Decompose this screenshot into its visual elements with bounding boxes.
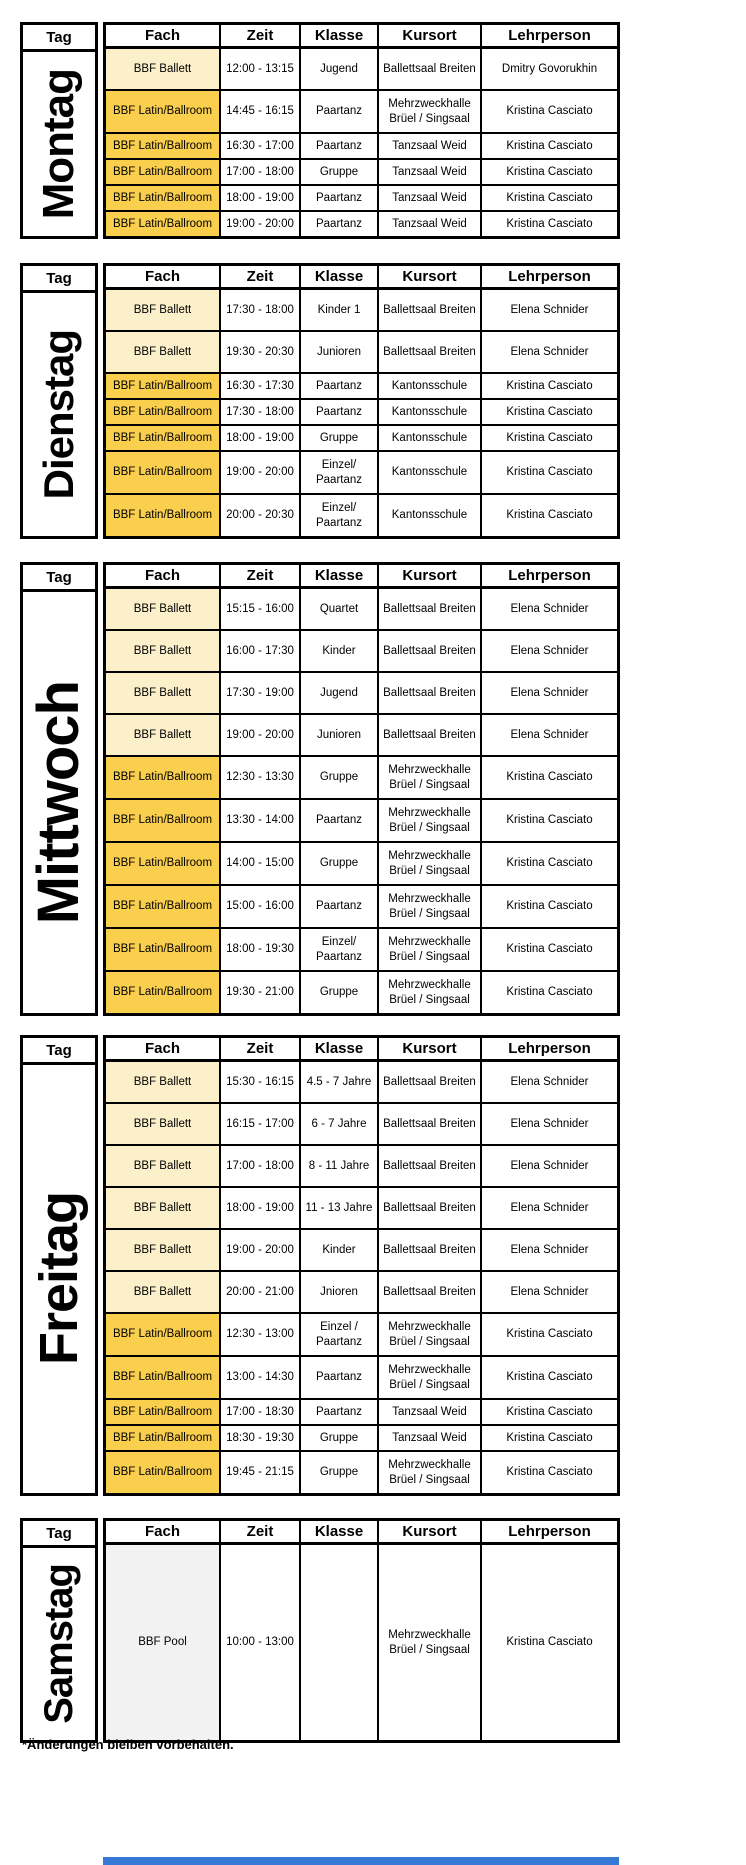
kursort-cell: Mehrzweckhalle Brüel / Singsaal (379, 972, 482, 1013)
table-row (106, 186, 617, 212)
klasse-cell: Junioren (301, 715, 379, 755)
fach-cell: BBF Latin/Ballroom (106, 843, 221, 884)
column-header-klasse: Klasse (301, 25, 379, 46)
klasse-cell: Kinder 1 (301, 290, 379, 330)
lehrperson-cell: Elena Schnider (510, 303, 589, 316)
klasse-cell: Gruppe (301, 972, 379, 1013)
kursort-cell: Mehrzweckhalle Brüel / Singsaal (379, 1357, 482, 1398)
fach-cell: BBF Latin/Ballroom (106, 400, 221, 424)
kursort-cell: Mehrzweckhalle Brüel / Singsaal (379, 843, 482, 884)
zeit-cell: 19:00 - 20:00 (221, 715, 301, 755)
table-row (106, 972, 617, 1013)
zeit-cell: 15:30 - 16:15 (221, 1062, 301, 1102)
kursort-cell: Kantonsschule (379, 452, 482, 493)
fach-cell: BBF Ballett (106, 290, 221, 330)
fach-cell: BBF Ballett (106, 49, 221, 89)
fach-cell: BBF Latin/Ballroom (106, 757, 221, 798)
klasse-cell: Gruppe (301, 757, 379, 798)
kursort-cell: Ballettsaal Breiten (379, 631, 482, 671)
column-header-klasse: Klasse (301, 565, 379, 586)
table-row (106, 1188, 617, 1230)
footnote-text: *Änderungen bleiben vorbehalten. (22, 1737, 234, 1752)
body-rows (103, 1545, 620, 1743)
table-row (106, 929, 617, 972)
day-label: Samstag (37, 1564, 81, 1724)
klasse-cell: Paartanz (301, 212, 379, 236)
fach-cell: BBF Latin/Ballroom (106, 212, 221, 236)
table-row (106, 631, 617, 673)
table-row (106, 332, 617, 374)
lehrperson-cell: Elena Schnider (510, 345, 589, 358)
main-columns-mittwoch (103, 562, 620, 1016)
column-header-zeit: Zeit (221, 1521, 301, 1542)
zeit-cell: 17:30 - 18:00 (221, 400, 301, 424)
zeit-cell: 13:30 - 14:00 (221, 800, 301, 841)
kursort-cell: Ballettsaal Breiten (379, 49, 482, 89)
kursort-cell: Kantonsschule (379, 426, 482, 450)
column-header-lehrperson: Lehrperson (508, 268, 591, 285)
fach-cell: BBF Latin/Ballroom (106, 160, 221, 184)
table-row (106, 91, 617, 134)
column-header-tag: Tag (23, 1521, 95, 1548)
column-header-fach: Fach (106, 25, 221, 46)
lehrperson-cell: Kristina Casciato (506, 431, 593, 444)
table-row (106, 1230, 617, 1272)
klasse-cell: Paartanz (301, 186, 379, 210)
kursort-cell: Ballettsaal Breiten (379, 589, 482, 629)
kursort-cell: Mehrzweckhalle Brüel / Singsaal (379, 929, 482, 970)
header-row (103, 22, 620, 49)
zeit-cell: 17:00 - 18:00 (221, 1146, 301, 1186)
klasse-cell: Paartanz (301, 134, 379, 158)
lehrperson-cell: Kristina Casciato (506, 509, 593, 522)
column-header-tag: Tag (23, 1038, 95, 1065)
table-row (106, 1104, 617, 1146)
lehrperson-cell: Elena Schnider (510, 1117, 589, 1130)
column-header-tag: Tag (23, 25, 95, 52)
klasse-cell: Gruppe (301, 426, 379, 450)
klasse-cell (301, 1545, 379, 1740)
day-label-box (23, 52, 95, 236)
column-header-fach: Fach (106, 1038, 221, 1059)
lehrperson-cell: Elena Schnider (510, 1075, 589, 1088)
table-row (106, 495, 617, 536)
fach-cell: BBF Latin/Ballroom (106, 800, 221, 841)
zeit-cell: 18:30 - 19:30 (221, 1426, 301, 1450)
column-header-kursort: Kursort (379, 1521, 482, 1542)
column-header-lehrperson: Lehrperson (508, 27, 591, 44)
table-row (106, 290, 617, 332)
zeit-cell: 20:00 - 20:30 (221, 495, 301, 536)
fach-cell: BBF Latin/Ballroom (106, 972, 221, 1013)
cut-off-next-table-bar (103, 1857, 619, 1865)
main-columns-freitag (103, 1035, 620, 1496)
zeit-cell: 10:00 - 13:00 (221, 1545, 301, 1740)
lehrperson-cell: Elena Schnider (510, 728, 589, 741)
table-row (106, 134, 617, 160)
zeit-cell: 17:00 - 18:00 (221, 160, 301, 184)
kursort-cell: Tanzsaal Weid (379, 160, 482, 184)
klasse-cell: Paartanz (301, 1357, 379, 1398)
table-row (106, 49, 617, 91)
fach-cell: BBF Ballett (106, 715, 221, 755)
fach-cell: BBF Ballett (106, 673, 221, 713)
lehrperson-cell: Dmitry Govorukhin (501, 62, 598, 75)
column-header-fach: Fach (106, 1521, 221, 1542)
lehrperson-cell: Elena Schnider (510, 1243, 589, 1256)
column-header-lehrperson: Lehrperson (508, 567, 591, 584)
lehrperson-cell: Elena Schnider (510, 602, 589, 615)
fach-cell: BBF Pool (106, 1545, 221, 1740)
table-row (106, 1545, 617, 1740)
zeit-cell: 18:00 - 19:00 (221, 186, 301, 210)
column-header-zeit: Zeit (221, 25, 301, 46)
header-row (103, 562, 620, 589)
table-row (106, 1452, 617, 1493)
lehrperson-cell: Kristina Casciato (506, 1636, 593, 1649)
fach-cell: BBF Latin/Ballroom (106, 452, 221, 493)
column-header-klasse: Klasse (301, 1038, 379, 1059)
day-label-box (23, 1065, 95, 1493)
fach-cell: BBF Latin/Ballroom (106, 1400, 221, 1424)
lehrperson-cell: Kristina Casciato (506, 986, 593, 999)
klasse-cell: Einzel/ Paartanz (301, 495, 379, 536)
lehrperson-cell: Kristina Casciato (506, 771, 593, 784)
klasse-cell: Paartanz (301, 91, 379, 132)
klasse-cell: 4.5 - 7 Jahre (301, 1062, 379, 1102)
zeit-cell: 15:00 - 16:00 (221, 886, 301, 927)
fach-cell: BBF Latin/Ballroom (106, 374, 221, 398)
kursort-cell: Kantonsschule (379, 400, 482, 424)
lehrperson-cell: Kristina Casciato (506, 191, 593, 204)
zeit-cell: 12:00 - 13:15 (221, 49, 301, 89)
column-header-kursort: Kursort (379, 565, 482, 586)
klasse-cell: Jugend (301, 673, 379, 713)
klasse-cell: Gruppe (301, 843, 379, 884)
klasse-cell: Paartanz (301, 374, 379, 398)
day-label: Dienstag (35, 329, 82, 500)
fach-cell: BBF Ballett (106, 1146, 221, 1186)
kursort-cell: Ballettsaal Breiten (379, 1062, 482, 1102)
fach-cell: BBF Latin/Ballroom (106, 1452, 221, 1493)
zeit-cell: 16:30 - 17:00 (221, 134, 301, 158)
lehrperson-cell: Kristina Casciato (506, 1405, 593, 1418)
day-table-samstag (20, 1518, 620, 1743)
body-rows (103, 49, 620, 239)
fach-cell: BBF Latin/Ballroom (106, 186, 221, 210)
column-header-lehrperson: Lehrperson (508, 1523, 591, 1540)
kursort-cell: Mehrzweckhalle Brüel / Singsaal (379, 886, 482, 927)
klasse-cell: Jnioren (301, 1272, 379, 1312)
kursort-cell: Tanzsaal Weid (379, 134, 482, 158)
zeit-cell: 17:00 - 18:30 (221, 1400, 301, 1424)
table-row (106, 843, 617, 886)
lehrperson-cell: Elena Schnider (510, 1285, 589, 1298)
klasse-cell: Paartanz (301, 400, 379, 424)
kursort-cell: Ballettsaal Breiten (379, 1146, 482, 1186)
kursort-cell: Ballettsaal Breiten (379, 1104, 482, 1144)
column-header-kursort: Kursort (379, 266, 482, 287)
day-label: Freitag (29, 1192, 89, 1366)
lehrperson-cell: Kristina Casciato (506, 139, 593, 152)
table-row (106, 374, 617, 400)
table-row (106, 886, 617, 929)
zeit-cell: 16:15 - 17:00 (221, 1104, 301, 1144)
column-header-fach: Fach (106, 266, 221, 287)
klasse-cell: Einzel/ Paartanz (301, 929, 379, 970)
main-columns-montag (103, 22, 620, 239)
fach-cell: BBF Latin/Ballroom (106, 1426, 221, 1450)
kursort-cell: Tanzsaal Weid (379, 186, 482, 210)
fach-cell: BBF Ballett (106, 332, 221, 372)
table-row (106, 212, 617, 236)
lehrperson-cell: Kristina Casciato (506, 105, 593, 118)
kursort-cell: Ballettsaal Breiten (379, 332, 482, 372)
lehrperson-cell: Kristina Casciato (506, 1328, 593, 1341)
kursort-cell: Ballettsaal Breiten (379, 1230, 482, 1270)
column-header-tag: Tag (23, 266, 95, 293)
klasse-cell: Gruppe (301, 160, 379, 184)
zeit-cell: 19:00 - 20:00 (221, 212, 301, 236)
table-row (106, 757, 617, 800)
lehrperson-cell: Kristina Casciato (506, 814, 593, 827)
lehrperson-cell: Kristina Casciato (506, 943, 593, 956)
fach-cell: BBF Ballett (106, 1188, 221, 1228)
lehrperson-cell: Kristina Casciato (506, 857, 593, 870)
fach-cell: BBF Latin/Ballroom (106, 886, 221, 927)
day-label: Montag (34, 68, 83, 220)
table-row (106, 673, 617, 715)
zeit-cell: 16:00 - 17:30 (221, 631, 301, 671)
fach-cell: BBF Latin/Ballroom (106, 426, 221, 450)
header-row (103, 1035, 620, 1062)
klasse-cell: Kinder (301, 1230, 379, 1270)
zeit-cell: 14:00 - 15:00 (221, 843, 301, 884)
day-table-mittwoch (20, 562, 620, 1016)
main-columns-dienstag (103, 263, 620, 539)
column-header-zeit: Zeit (221, 266, 301, 287)
column-header-klasse: Klasse (301, 1521, 379, 1542)
kursort-cell: Kantonsschule (379, 374, 482, 398)
column-header-fach: Fach (106, 565, 221, 586)
zeit-cell: 19:30 - 21:00 (221, 972, 301, 1013)
column-header-klasse: Klasse (301, 266, 379, 287)
lehrperson-cell: Kristina Casciato (506, 405, 593, 418)
lehrperson-cell: Kristina Casciato (506, 217, 593, 230)
day-label: Mittwoch (26, 680, 91, 925)
day-label-box (23, 592, 95, 1013)
lehrperson-cell: Elena Schnider (510, 1159, 589, 1172)
klasse-cell: 6 - 7 Jahre (301, 1104, 379, 1144)
zeit-cell: 19:00 - 20:00 (221, 452, 301, 493)
table-row (106, 589, 617, 631)
klasse-cell: Gruppe (301, 1426, 379, 1450)
klasse-cell: 8 - 11 Jahre (301, 1146, 379, 1186)
table-row (106, 426, 617, 452)
lehrperson-cell: Kristina Casciato (506, 165, 593, 178)
kursort-cell: Mehrzweckhalle Brüel / Singsaal (379, 91, 482, 132)
table-row (106, 800, 617, 843)
zeit-cell: 19:00 - 20:00 (221, 1230, 301, 1270)
column-header-kursort: Kursort (379, 25, 482, 46)
zeit-cell: 19:30 - 20:30 (221, 332, 301, 372)
kursort-cell: Mehrzweckhalle Brüel / Singsaal (379, 800, 482, 841)
klasse-cell: Paartanz (301, 886, 379, 927)
lehrperson-cell: Kristina Casciato (506, 379, 593, 392)
fach-cell: BBF Ballett (106, 1104, 221, 1144)
klasse-cell: Junioren (301, 332, 379, 372)
zeit-cell: 18:00 - 19:00 (221, 1188, 301, 1228)
fach-cell: BBF Latin/Ballroom (106, 495, 221, 536)
table-row (106, 400, 617, 426)
zeit-cell: 19:45 - 21:15 (221, 1452, 301, 1493)
lehrperson-cell: Kristina Casciato (506, 1371, 593, 1384)
zeit-cell: 14:45 - 16:15 (221, 91, 301, 132)
fach-cell: BBF Latin/Ballroom (106, 1357, 221, 1398)
kursort-cell: Tanzsaal Weid (379, 212, 482, 236)
kursort-cell: Tanzsaal Weid (379, 1426, 482, 1450)
tag-column-samstag (20, 1518, 98, 1743)
table-row (106, 452, 617, 495)
lehrperson-cell: Elena Schnider (510, 644, 589, 657)
zeit-cell: 15:15 - 16:00 (221, 589, 301, 629)
header-row (103, 1518, 620, 1545)
zeit-cell: 18:00 - 19:00 (221, 426, 301, 450)
day-table-freitag (20, 1035, 620, 1496)
klasse-cell: 11 - 13 Jahre (301, 1188, 379, 1228)
klasse-cell: Jugend (301, 49, 379, 89)
kursort-cell: Ballettsaal Breiten (379, 1188, 482, 1228)
zeit-cell: 16:30 - 17:30 (221, 374, 301, 398)
table-row (106, 1400, 617, 1426)
table-row (106, 1314, 617, 1357)
fach-cell: BBF Ballett (106, 589, 221, 629)
tag-column-mittwoch (20, 562, 98, 1016)
column-header-zeit: Zeit (221, 565, 301, 586)
schedule-sheet (20, 22, 620, 1743)
zeit-cell: 18:00 - 19:30 (221, 929, 301, 970)
zeit-cell: 17:30 - 18:00 (221, 290, 301, 330)
kursort-cell: Mehrzweckhalle Brüel / Singsaal (379, 1452, 482, 1493)
table-row (106, 1062, 617, 1104)
kursort-cell: Kantonsschule (379, 495, 482, 536)
fach-cell: BBF Latin/Ballroom (106, 134, 221, 158)
fach-cell: BBF Latin/Ballroom (106, 929, 221, 970)
fach-cell: BBF Ballett (106, 631, 221, 671)
kursort-cell: Ballettsaal Breiten (379, 673, 482, 713)
table-row (106, 715, 617, 757)
body-rows (103, 290, 620, 539)
kursort-cell: Mehrzweckhalle Brüel / Singsaal (379, 1545, 482, 1740)
table-row (106, 1146, 617, 1188)
tag-column-freitag (20, 1035, 98, 1496)
klasse-cell: Gruppe (301, 1452, 379, 1493)
fach-cell: BBF Ballett (106, 1272, 221, 1312)
main-columns-samstag (103, 1518, 620, 1743)
klasse-cell: Quartet (301, 589, 379, 629)
column-header-lehrperson: Lehrperson (508, 1040, 591, 1057)
kursort-cell: Tanzsaal Weid (379, 1400, 482, 1424)
column-header-kursort: Kursort (379, 1038, 482, 1059)
table-row (106, 160, 617, 186)
table-row (106, 1272, 617, 1314)
zeit-cell: 17:30 - 19:00 (221, 673, 301, 713)
lehrperson-cell: Kristina Casciato (506, 900, 593, 913)
klasse-cell: Paartanz (301, 800, 379, 841)
kursort-cell: Mehrzweckhalle Brüel / Singsaal (379, 757, 482, 798)
kursort-cell: Mehrzweckhalle Brüel / Singsaal (379, 1314, 482, 1355)
klasse-cell: Kinder (301, 631, 379, 671)
tag-column-montag (20, 22, 98, 239)
lehrperson-cell: Elena Schnider (510, 1201, 589, 1214)
table-row (106, 1426, 617, 1452)
header-row (103, 263, 620, 290)
column-header-tag: Tag (23, 565, 95, 592)
fach-cell: BBF Ballett (106, 1230, 221, 1270)
zeit-cell: 13:00 - 14:30 (221, 1357, 301, 1398)
klasse-cell: Paartanz (301, 1400, 379, 1424)
day-label-box (23, 293, 95, 536)
zeit-cell: 12:30 - 13:00 (221, 1314, 301, 1355)
column-header-zeit: Zeit (221, 1038, 301, 1059)
zeit-cell: 12:30 - 13:30 (221, 757, 301, 798)
kursort-cell: Ballettsaal Breiten (379, 715, 482, 755)
lehrperson-cell: Kristina Casciato (506, 466, 593, 479)
lehrperson-cell: Kristina Casciato (506, 1431, 593, 1444)
klasse-cell: Einzel / Paartanz (301, 1314, 379, 1355)
kursort-cell: Ballettsaal Breiten (379, 290, 482, 330)
klasse-cell: Einzel/ Paartanz (301, 452, 379, 493)
tag-column-dienstag (20, 263, 98, 539)
body-rows (103, 589, 620, 1016)
day-label-box (23, 1548, 95, 1740)
day-table-dienstag (20, 263, 620, 539)
fach-cell: BBF Ballett (106, 1062, 221, 1102)
fach-cell: BBF Latin/Ballroom (106, 1314, 221, 1355)
lehrperson-cell: Kristina Casciato (506, 1466, 593, 1479)
lehrperson-cell: Elena Schnider (510, 686, 589, 699)
table-row (106, 1357, 617, 1400)
fach-cell: BBF Latin/Ballroom (106, 91, 221, 132)
kursort-cell: Ballettsaal Breiten (379, 1272, 482, 1312)
body-rows (103, 1062, 620, 1496)
zeit-cell: 20:00 - 21:00 (221, 1272, 301, 1312)
day-table-montag (20, 22, 620, 239)
